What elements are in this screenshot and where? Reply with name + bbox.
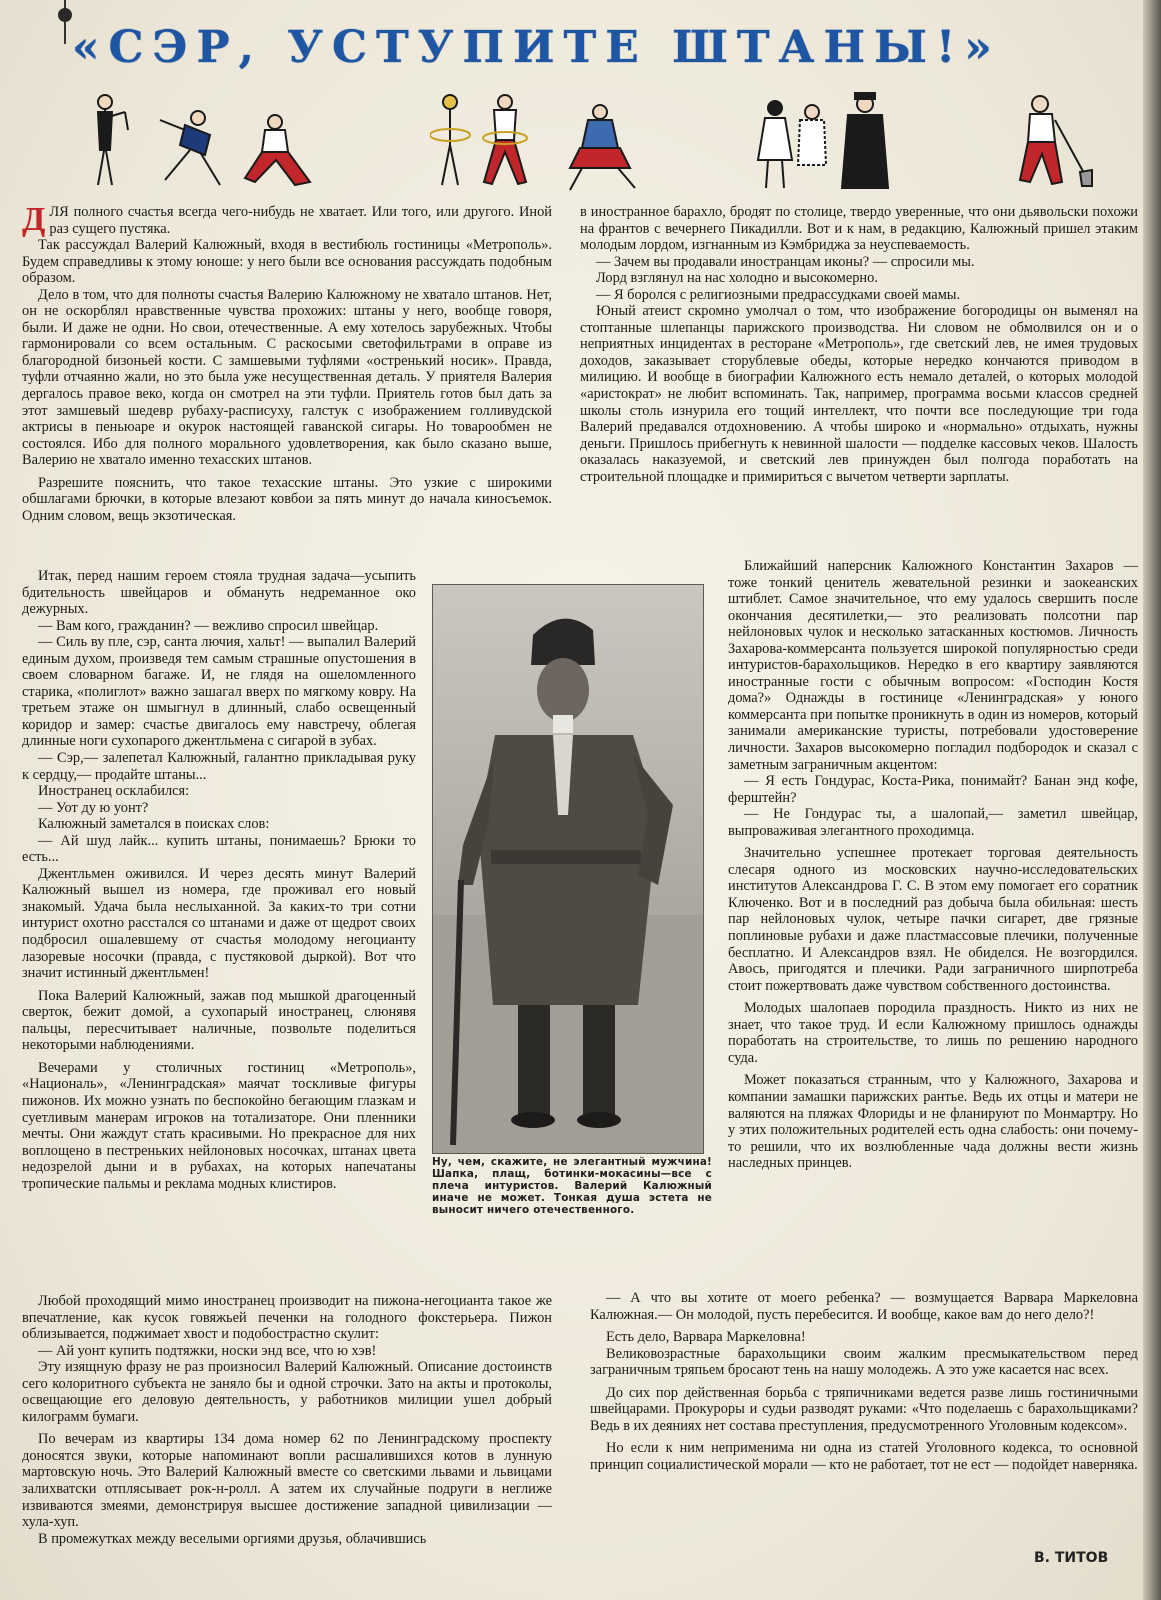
paragraph: Великовозрастные барахольщики своим жалким пресмыкательством перед заграничным тряпьем бросают тень на нашу молодежь. А это уже касается нас всех. (590, 1345, 1138, 1379)
paragraph: — Я боролся с религиозными предрассудками своей мамы. (596, 286, 961, 303)
column-left-middle (22, 568, 416, 1192)
paragraph: — А что вы хотите от моего ребенка? — возмущается Варвара Маркеловна Калюжная.— Он молодой, пусть перебесится. И вообще, какое вам до него дело?! (590, 1290, 1138, 1323)
drop-cap: Д (22, 201, 46, 238)
binding-thread (64, 0, 66, 44)
paragraph: — Сэр,— залепетал Калюжный, галантно прикладывая руку к сердцу,— продайте штаны... (22, 750, 416, 783)
paragraph: — Вам кого, гражданин? — вежливо спросил швейцар. (38, 617, 379, 634)
paragraph: Но если к ним неприменима ни одна из статей Уголовного кодекса, то основной принцип социалистической морали — кто не работает, тот не ест — подойдет наверняка. (590, 1440, 1138, 1473)
paragraph: — Зачем вы продавали иностранцам иконы? — спросили мы. (596, 253, 975, 270)
worker-with-shovel-illustration (1000, 90, 1100, 195)
paragraph: Пока Валерий Калюжный, зажав под мышкой драгоценный сверток, бежит домой, а сухопарый иностранец, слюнявя пальцы, пересчитывает наличные, позвольте поделиться некоторыми наблюдениями. (22, 987, 416, 1054)
column-left-top (22, 201, 552, 524)
page-edge (1143, 0, 1161, 1600)
paragraph: До сих пор действенная борьба с тряпичниками ведется разве лишь гостиничными швейцарами. Прокуроры и судьи разводят руками: «Что поделаешь с барахольщиками? Ведь в их деяниях нет состава преступления, предусмотренного Уголовным кодексом». (590, 1384, 1138, 1434)
paragraph: Иностранец осклабился: (38, 783, 190, 800)
paragraph: Любой проходящий мимо иностранец производит на пижона-негоцианта такое же впечатление, как кусок говяжьей печенки на голодного фокстерьера. Пижон облизывается, поджимает хвост и подобострастно скулит: (22, 1293, 552, 1343)
photo-figure (433, 585, 703, 1153)
paragraph: Ближайший наперсник Калюжного Константин Захаров — тоже тонкий ценитель жевательной резинки и заокеанских штиблет. Самое значительное, что ему удалось свершить после окончания десятилетки,— это реализовать полсотни пар нейлоновых чулок и несколько затасканных костюмов. Личность Захарова-коммерсанта пользуется широкой популярностью среди интуристов-барахольщиков. Нередко в его квартиру заявляются иностранные гости с обычным вопросом: «Господин Костя дома?» Однажды в гостинице «Ленинградская» у юного коммерсанта при попытке проникнуть в один из номеров, который занимали американские туристы, потребовали удостоверение личности. Захаров высокомерно погладил подбородок и сказал с заметным заграничным акцентом: (728, 558, 1138, 773)
paragraph: — Ай уонт купить подтяжки, носки энд все, что ю хэв! (38, 1342, 377, 1359)
dancers-hula-hoop-illustration (430, 90, 650, 195)
crowd-and-policeman-illustration (750, 90, 900, 195)
paragraph: Калюжный заметался в поисках слов: (38, 816, 270, 833)
paragraph: Молодых шалопаев породила праздность. Никто из них не знает, что такое труд. И если Калюжному пришлось однажды поработать на строительстве, то лишь по решению народного суда. (728, 1000, 1138, 1066)
paragraph: — Я есть Гондурас, Коста-Рика, понимайт? Банан энд кофе, ферштейн? (728, 773, 1138, 806)
paragraph: Так рассуждал Валерий Калюжный, входя в вестибюль гостиницы «Метрополь». Будем справедливы к этому юноше: у него были все основания рассуждать подобным образом. (22, 237, 552, 287)
paragraph: Итак, перед нашим героем стояла трудная задача—усыпить бдительность швейцаров и обмануть недреманное око дежурных. (22, 568, 416, 618)
paragraph: В промежутках между веселыми оргиями друзья, облачившись (38, 1530, 427, 1547)
column-right-bottom (590, 1290, 1138, 1473)
paragraph: — Силь ву пле, сэр, санта лючия, хальт! — выпалил Валерий единым духом, произведя тем самым страшные опустошения в своем словарном багаже. И, не глядя на ошеломленного старика, «полиглот» важно зашагал вверх по мягкому ковру. На третьем этаже он шмыгнул в длинный, слабо освещенный коридор и замер: счастье двигалось ему навстречу, облегая длинные ноги сухопарого джентльмена с сигарой в зубах. (22, 634, 416, 750)
photo-caption: Ну, чем, скажите, не элегантный мужчина! Шапка, плащ, ботинки-мокасины—все с плеча интуристов. Валерий Калюжный иначе не может. Тонкая душа эстета не выносит ничего отечественного. (432, 1156, 712, 1216)
author-signature: В. ТИТОВ (1034, 1550, 1109, 1566)
paragraph: в иностранное барахло, бродят по столице, твердо уверенные, что они дьявольски похожи на франтов с вечернего Пикадилли. Вот и к нам, в редакцию, Калюжный пришел этаким молодым лордом, изгнанным из Кэмбриджа за неуспеваемость. (580, 204, 1138, 254)
paragraph: По вечерам из квартиры 134 дома номер 62 по Ленинградскому проспекту доносятся звуки, которые напоминают вопли расшалившихся котов в лунную мартовскую ночь. Это Валерий Калюжный вместе со светскими львами и львицами залихватски отплясывает рок-н-ролл. А затем их случайные подруги в неглиже извиваются змеями, демонстрируя высшее достижение западной цивилизации — хула-хуп. (22, 1431, 552, 1531)
paragraph: — Ай шуд лайк... купить штаны, понимаешь? Брюки то есть... (22, 832, 416, 866)
dandy-figures-illustration (80, 90, 320, 195)
paragraph: — Уот ду ю уонт? (38, 799, 149, 816)
paragraph: Есть дело, Варвара Маркеловна! (606, 1329, 806, 1346)
column-left-bottom (22, 1293, 552, 1547)
paragraph: Дело в том, что для полноты счастья Валерию Калюжному не хватало штанов. Нет, он не оскорблял нравственные чувства прохожих: штаны у него, вообще говоря, были. И даже не одни. Но свои, отечественные. А ему хотелось зарубежных. Чтобы гармонировали со всем остальным. С раскосыми светофильтрами в оправе из благородной бизоньей кости. С замшевыми туфлями «остренький носик». Правда, туфли отчаянно жали, но это была уже несущественная деталь. У приятеля Валерия дергалось правое веко, когда он смотрел на эти туфли. Приятель готов был дать за этот замшевый шедевр рубаху-расписуху, галстук с изображением голливудской актрисы в пеньюаре и окурок настоящей гаванской сигары. Но товарообмен не состоялся. Ибо для полного морального удовлетворения, как было сказано выше, Валерию не хватало именно техасских штанов. (22, 286, 552, 469)
photo-young-man-in-coat (432, 584, 704, 1154)
paragraph: ЛЯ полного счастья всегда чего-нибудь не хватает. Или того, или другого. Иной раз сущего пустяка. (49, 204, 552, 237)
paragraph: Джентльмен оживился. И через десять минут Валерий Калюжный вышел из номера, где проживал его новый знакомый. Удача была неслыханной. За каких-то три сотни интурист охотно расстался со штанами и даже от щедрот своих подбросил ошалевшему от счастья молодому негоцианту лазоревые носочки (правда, с пустяковой дыркой). Вот что значит истинный джентльмен! (22, 865, 416, 982)
paragraph: Разрешите пояснить, что такое техасские штаны. Это узкие с широкими обшлагами брючки, в которые влезают ковбои за пять минут до начала киносъемок. Одним словом, вещь экзотическая. (22, 474, 552, 524)
paragraph: — Не Гондурас ты, а шалопай,— заметил швейцар, выпроваживая элегантного проходимца. (728, 806, 1138, 839)
paragraph: Может показаться странным, что у Калюжного, Захарова и компании замашки парижских рантье. Ведь их отцы и матери не валяются на пляжах Флориды и не фланируют по Монмартру. Но у этих положительных родителей есть одна слабость: они почему-то решили, что их возлюбленные чада должны вести жизнь наследных принцев. (728, 1072, 1138, 1172)
paragraph: Эту изящную фразу не раз произносил Валерий Калюжный. Описание достоинств сего колоритного субъекта не заняло бы и одной строчки. Зато на акты и протоколы, освещающие его деловую деятельность, у работников милиции ушел добрый килограмм бумаги. (22, 1359, 552, 1425)
punch-hole (58, 8, 72, 22)
paragraph: Лорд взглянул на нас холодно и высокомерно. (596, 270, 878, 287)
paragraph: Юный атеист скромно умолчал о том, что изображение богородицы он выменял на стоптанные шлепанцы парижского производства. Ни словом не обмолвился он и о неприятных инцидентах в ресторане «Метрополь», где светский лев, не имея трудовых доходов, заказывает сторублевые обеды, которые нередко кончаются приводом в милицию. И вообще в биографии Калюжного есть немало деталей, о которых молодой «аристократ» не любит вспоминать. Так, например, программа восьми классов средней школы столь изнурила его тощий интеллект, что почти все последующие три года Валерий предавался отдохновению. А чтобы широко и «нормально» отдыхать, нужны деньги. Пришлось прибегнуть к невинной шалости — подделке кассовых чеков. Шалость оказалась наказуемой, и светский лев принужден был полгода поработать на строительной площадке и примириться с вычетом четверти зарплаты. (580, 303, 1138, 485)
column-right-top (580, 204, 1138, 485)
article-headline: «СЭР, УСТУПИТЕ ШТАНЫ!» (72, 22, 1001, 73)
paragraph: Значительно успешнее протекает торговая деятельность слесаря одного из московских научно-исследовательских институтов Александрова Г. С. В этом ему помогает его соратник Ключенко. Вот и в последний раз добыча была обильная: шесть пар нейлоновых чулок, четыре пачки сигарет, две грязные поплиновые рубахи и даже пластмассовые плечики, полученные бесплатно. И Александров взял. Не обиделся. Не возгордился. Авось, пригодятся и плечики. Ради заграничного ширпотреба стоит пожертвовать даже чувством собственного достоинства. (728, 845, 1138, 994)
paragraph: Вечерами у столичных гостиниц «Метрополь», «Националь», «Ленинградская» маячат тоскливые фигуры пижонов. Их можно узнать по беспокойно бегающим глазкам и суетливым манерам игроков на тотализаторе. Они пленники мечты. Они жаждут стать красивыми. Но прекрасное для них воплощено в пестреньких нейлоновых носочках, штанах цвета недозрелой дыни и в рубахах, на которых напечатаны тропические пальмы и реклама модных клистиров. (22, 1059, 416, 1192)
column-right-middle (728, 558, 1138, 1172)
